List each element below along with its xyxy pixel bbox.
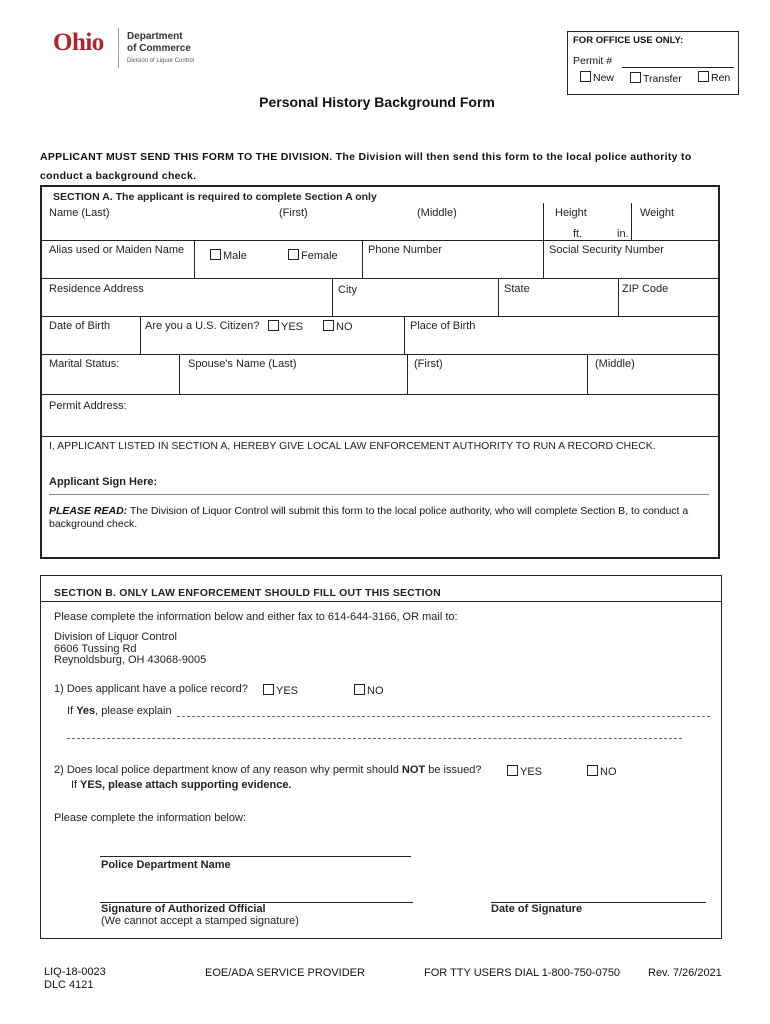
applicant-signature-line[interactable] [49,494,709,495]
state-label: State [504,283,530,295]
row-divider [42,436,718,437]
checkbox-transfer[interactable] [630,72,641,83]
divider [140,316,141,354]
logo-division: Division of Liquor Control [127,58,195,64]
divider [631,203,632,240]
consent-statement: I, APPLICANT LISTED IN SECTION A, HEREBY GIVE LOCAL LAW ENFORCEMENT AUTHORITY TO RUN A RECORD CHECK. [49,440,656,452]
address-line3: Reynoldsburg, OH 43068-9005 [54,654,207,666]
spouse-middle-label: (Middle) [595,358,635,370]
q2-evidence-pre: If [71,779,78,791]
citizen-question: Are you a U.S. Citizen? [145,320,260,332]
height-in-label: in. [617,228,629,240]
row-divider [42,394,718,395]
male-label: Male [223,250,247,262]
logo-dept-line1: Department [127,31,183,42]
police-dept-label: Police Department Name [101,859,231,871]
q2-post: be issued? [428,764,482,776]
q2-not: NOT [401,764,426,776]
row-divider [42,240,718,241]
citizen-yes-checkbox[interactable] [268,320,279,331]
city-label: City [338,284,357,296]
option-new-label: New [593,72,615,84]
office-option-transfer[interactable] [630,72,682,85]
q1-explain-pre: If [67,705,74,717]
phone-label: Phone Number [368,244,442,256]
q2-yes-label: YES [520,766,543,778]
section-b [40,575,722,939]
logo-department [127,31,191,55]
q2-evidence [71,779,292,791]
q1-no-checkbox[interactable] [354,684,365,695]
spouse-last-label: Spouse's Name (Last) [188,358,297,370]
logo-dept-line2: of Commerce [127,43,191,54]
male-option[interactable] [210,249,247,262]
checkbox-new[interactable] [580,71,591,82]
q2-no-option[interactable] [587,765,617,778]
female-label: Female [301,250,338,262]
permit-address-label: Permit Address: [49,400,127,412]
female-checkbox[interactable] [288,249,299,260]
option-transfer-label: Transfer [643,73,682,85]
q2-no-label: NO [600,766,617,778]
q2-yes-option[interactable] [507,765,542,778]
option-ren-label: Ren [711,72,731,84]
instructions-rest: The Division will then send this form to the local police authority to conduct a background check. [40,151,692,182]
male-checkbox[interactable] [210,249,221,260]
zip-label: ZIP Code [622,283,669,295]
form-number: LIQ-18-0023 [44,966,106,978]
q2-yes-checkbox[interactable] [507,765,518,776]
divider [543,240,544,278]
address-line2: 6606 Tussing Rd [54,642,137,655]
divider [362,240,363,278]
q1-explain-line-2[interactable] [67,738,682,739]
spouse-first-label: (First) [414,358,443,370]
section-b-heading: SECTION B. ONLY LAW ENFORCEMENT SHOULD FILL OUT THIS SECTION [54,587,441,599]
section-a [40,185,720,559]
citizen-yes-label: YES [281,321,304,333]
female-option[interactable] [288,249,338,262]
form-title: Personal History Background Form [259,94,495,110]
weight-label: Weight [640,207,675,219]
q1-explain-line[interactable] [177,716,710,717]
divider [407,354,408,394]
q1-yes-checkbox[interactable] [263,684,274,695]
citizen-yes-option[interactable] [268,320,303,333]
no-stamp-note: (We cannot accept a stamped signature) [101,915,299,927]
divider [332,278,333,316]
permit-number-label: Permit # [573,55,613,67]
q2-evidence-text: YES, please attach supporting evidence. [79,779,292,791]
office-use-title: FOR OFFICE USE ONLY: [573,35,684,46]
official-signature-label: Signature of Authorized Official [101,903,266,915]
ohio-logo: Ohio [53,29,104,56]
office-option-renewal[interactable] [698,71,730,84]
checkbox-renewal[interactable] [698,71,709,82]
name-middle-label: (Middle) [417,207,457,219]
q2-pre: 2) Does local police department know of any reason why permit should [54,764,399,776]
citizen-no-checkbox[interactable] [323,320,334,331]
height-label: Height [555,207,587,219]
dob-label: Date of Birth [49,320,111,332]
divider [194,240,195,278]
divider [404,316,405,354]
birthplace-label: Place of Birth [410,320,476,332]
residence-label: Residence Address [49,283,144,295]
row-divider [42,278,718,279]
q1-yes-label: YES [276,685,299,697]
mailing-address [54,632,206,667]
logo-divider [118,28,119,68]
section-a-heading: SECTION A. The applicant is required to complete Section A only [53,191,377,203]
q1-no-label: NO [367,685,384,697]
alias-label: Alias used or Maiden Name [49,244,185,256]
complete-below-label: Please complete the information below: [54,812,246,824]
footer-revision: Rev. 7/26/2021 [648,967,722,979]
instructions [40,148,730,186]
police-dept-line[interactable] [100,856,411,857]
sign-here-label: Applicant Sign Here: [49,476,158,488]
please-read-note [49,505,709,531]
divider [587,354,588,394]
row-divider [42,316,718,317]
q1-no-option[interactable] [354,684,384,697]
citizen-no-option[interactable] [323,320,353,333]
dlc-number: DLC 4121 [44,979,94,991]
q1-explain-post: , please explain [95,705,172,717]
instructions-bold: APPLICANT MUST SEND THIS FORM TO THE DIVISION. [40,151,333,163]
office-option-new[interactable] [580,71,614,84]
section-b-instruction: Please complete the information below and either fax to 614-644-3166, OR mail to: [54,611,458,623]
name-first-label: (First) [279,207,308,219]
q2-no-checkbox[interactable] [587,765,598,776]
marital-label: Marital Status: [49,358,120,370]
divider [618,278,619,316]
row-divider [42,354,718,355]
citizen-no-label: NO [336,321,353,333]
section-b-heading-divider [41,601,721,602]
divider [179,354,180,394]
ssn-label: Social Security Number [549,244,664,256]
please-read-text: The Division of Liquor Control will submit this form to the local police authority, who will complete Section B, to conduct a background check. [49,505,689,530]
date-signature-label: Date of Signature [491,903,583,915]
divider [543,203,544,240]
q1-explain [67,705,172,717]
footer-tty: FOR TTY USERS DIAL 1-800-750-0750 [424,967,621,979]
please-read-label: PLEASE READ: [49,505,128,517]
q1-yes-option[interactable] [263,684,298,697]
office-use-box [567,31,739,95]
question-1: 1) Does applicant have a police record? [54,683,248,695]
footer-eoe: EOE/ADA SERVICE PROVIDER [205,967,365,979]
q1-explain-yes: Yes [76,705,96,717]
divider [498,278,499,316]
permit-number-field[interactable] [622,67,734,68]
footer-form-number [44,966,106,992]
name-last-label: Name (Last) [49,207,110,219]
question-2 [54,764,481,776]
height-ft-label: ft. [573,228,583,240]
address-line1: Division of Liquor Control [54,631,177,643]
